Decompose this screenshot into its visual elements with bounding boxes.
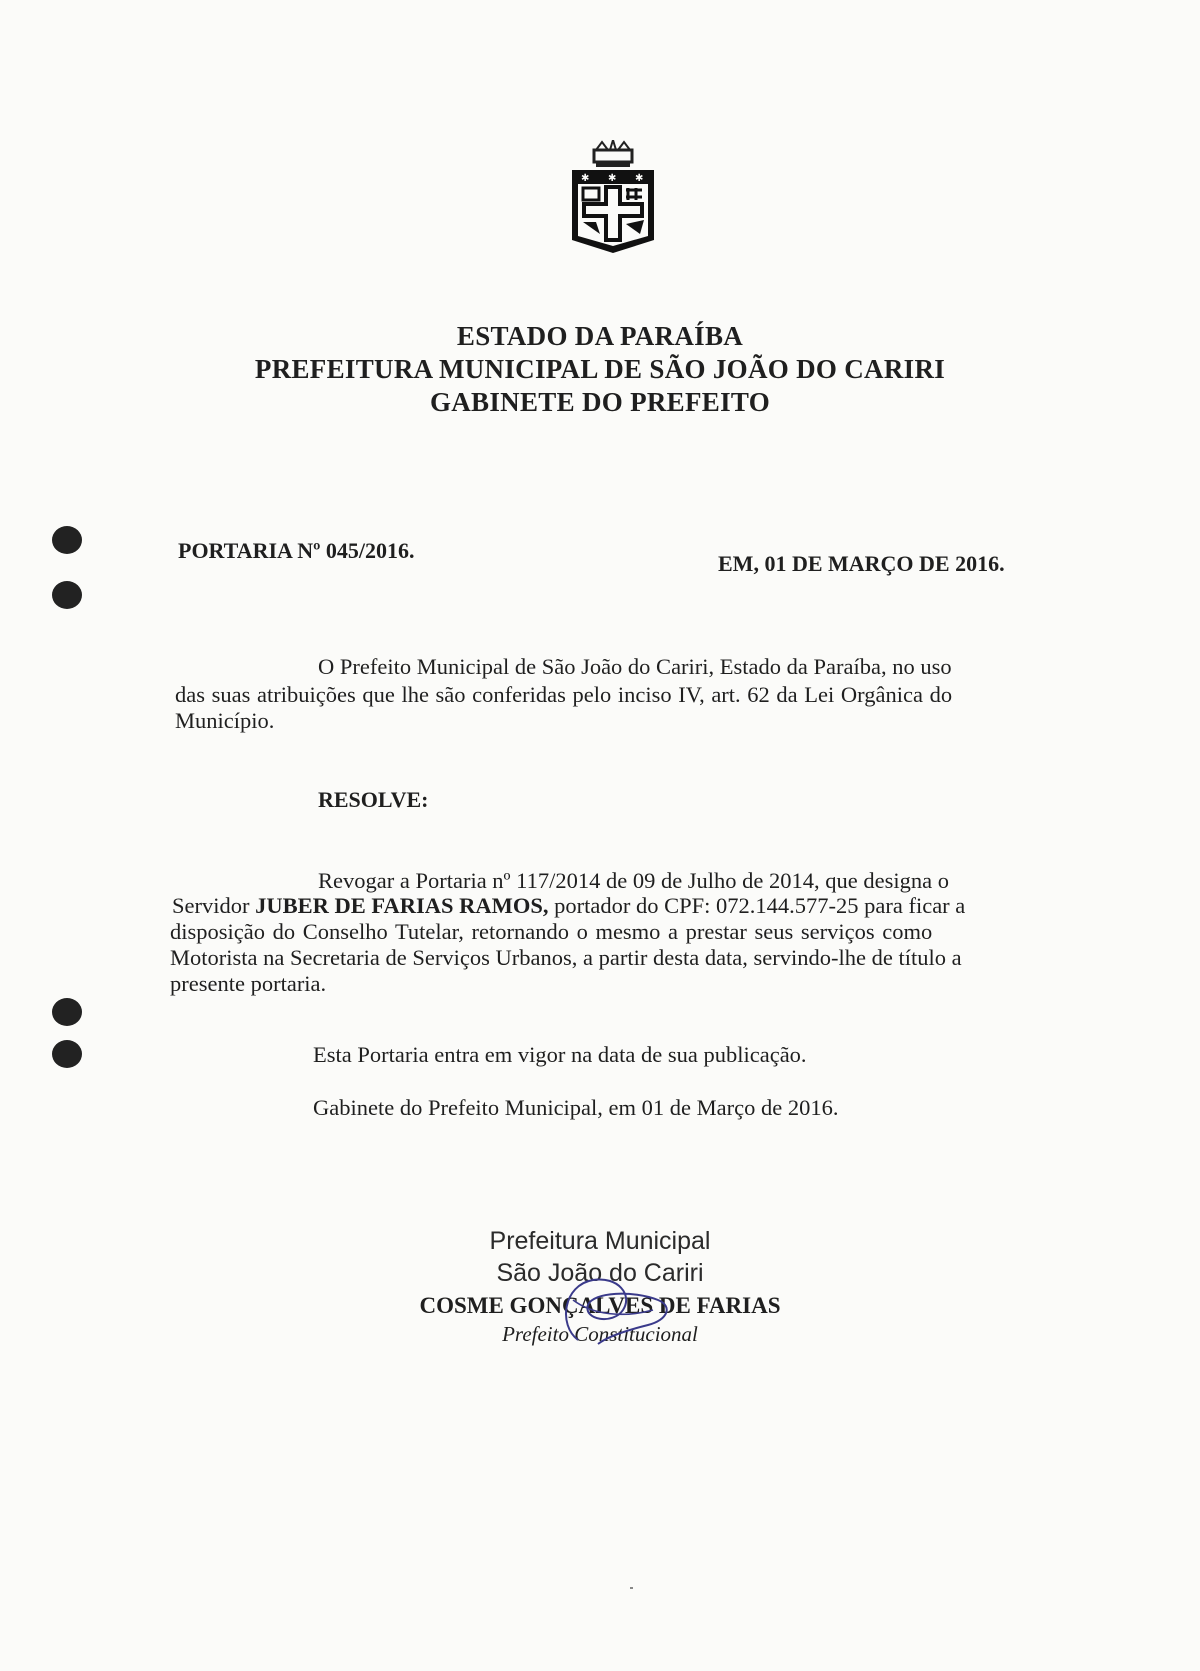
body-line: presente portaria.	[170, 971, 327, 996]
resolve-label: RESOLVE:	[318, 787, 429, 812]
intro-line: das suas atribuições que lhe são conferidas pelo inciso IV, art. 62 da Lei Orgânica do	[175, 682, 953, 707]
punch-hole	[52, 998, 82, 1026]
closing-statement: Gabinete do Prefeito Municipal, em 01 de Março de 2016.	[313, 1095, 839, 1120]
svg-text:✱: ✱	[581, 173, 590, 184]
coat-of-arms-icon	[566, 140, 660, 255]
handwritten-signature	[538, 1270, 688, 1350]
body-line-end: para ficar a	[864, 893, 966, 918]
punch-hole	[52, 581, 82, 609]
header-office: GABINETE DO PREFEITO	[429, 387, 771, 417]
punch-hole	[52, 526, 82, 554]
svg-text:✱: ✱	[608, 173, 617, 184]
punch-hole	[52, 1040, 82, 1068]
intro-line: O Prefeito Municipal de São João do Cariri, Estado da Paraíba, no uso	[318, 654, 952, 679]
body-line: disposição do Conselho Tutelar, retornando o mesmo a prestar seus serviços como	[170, 919, 933, 944]
signatory-role: Prefeito Constitucional	[502, 1322, 698, 1346]
document-header	[0, 320, 1200, 419]
header-state: ESTADO DA PARAÍBA	[456, 321, 744, 351]
body-line	[172, 893, 965, 919]
stamp-line: São João do Cariri	[496, 1259, 704, 1287]
body-servidor: Servidor	[172, 893, 250, 918]
scan-speck	[630, 1587, 633, 1589]
stamp-line: Prefeitura Municipal	[489, 1227, 711, 1255]
intro-line: Município.	[175, 708, 275, 733]
portaria-date: EM, 01 DE MARÇO DE 2016.	[718, 551, 1005, 576]
servant-name: JUBER DE FARIAS RAMOS,	[255, 893, 549, 918]
header-municipality: PREFEITURA MUNICIPAL DE SÃO JOÃO DO CARIRI	[254, 354, 946, 384]
servant-cpf: 072.144.577-25	[716, 893, 859, 918]
signatory-name: COSME GONÇALVES DE FARIAS	[419, 1293, 781, 1318]
body-line: Revogar a Portaria nº 117/2014 de 09 de Julho de 2014, que designa o	[318, 868, 950, 893]
portaria-number: PORTARIA Nº 045/2016.	[178, 538, 415, 563]
vigor-statement: Esta Portaria entra em vigor na data de sua publicação.	[313, 1042, 807, 1067]
body-cpf-label: portador do CPF:	[554, 893, 711, 918]
svg-text:✱: ✱	[635, 173, 644, 184]
body-line: Motorista na Secretaria de Serviços Urbanos, a partir desta data, servindo-lhe de título a	[170, 945, 962, 970]
